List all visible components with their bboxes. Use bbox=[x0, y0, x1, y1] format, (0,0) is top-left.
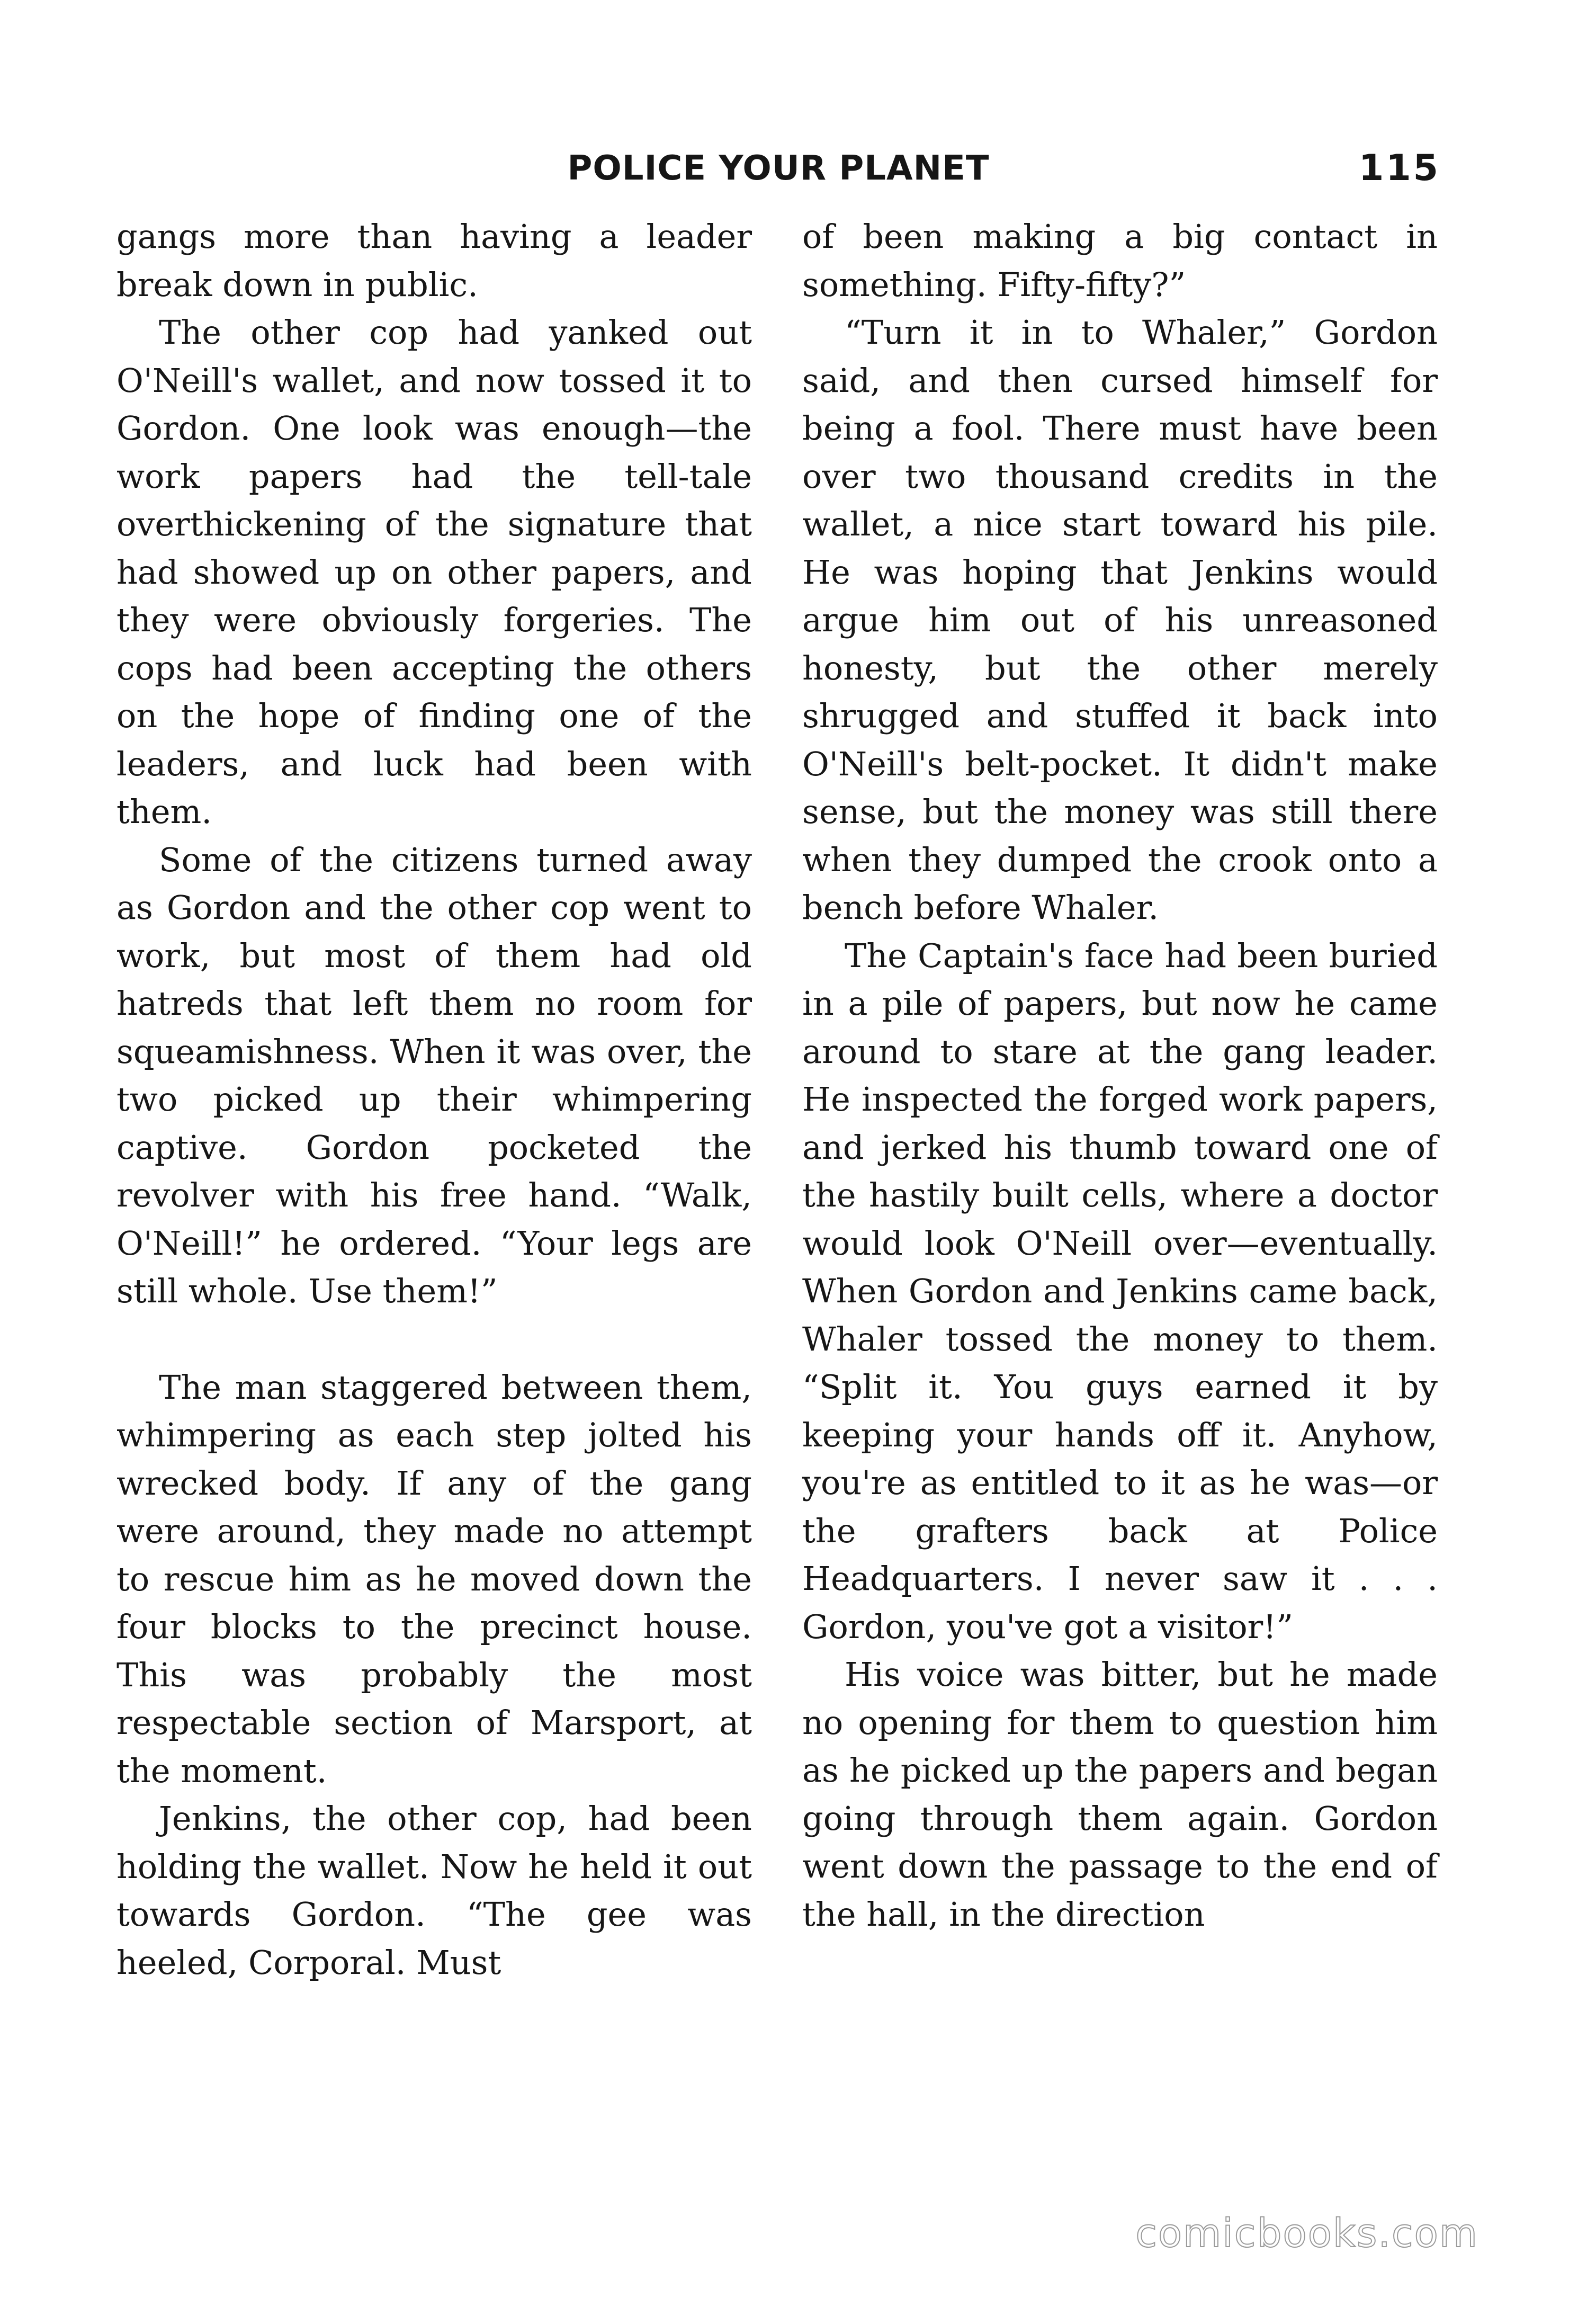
paragraph: The man staggered between them, whimpering as each step jolted his wrecked body. If any of the gang were around, they made no attempt to rescue him as he moved down the four blocks to the precinct house. This was probably the most respectable section of Marsport, at the moment. bbox=[116, 1367, 752, 1790]
paragraph: Some of the citizens turned away as Gordon and the other cop went to work, but most of them had old hatreds that left them no room for squeamishness. When it was over, the two picked up their whimpering captive. Gordon pocketed the revolver with his free hand. “Walk, O'Neill!” he ordered. “Your legs are still whole. Use them!” bbox=[116, 840, 752, 1310]
running-head-title: POLICE YOUR PLANET bbox=[567, 149, 990, 188]
watermark: comicbooks.com bbox=[1135, 2211, 1478, 2256]
paragraph: The Captain's face had been buried in a pile of papers, but now he came around to stare at the gang leader. He inspected the forged work papers, and jerked his thumb toward one of the hastily built cells, where a doctor would look O'Neill over—eventually. When Gordon and Jenkins came back, Whaler tossed the money to them. “Split it. You guys earned it by keeping your hands off it. Anyhow, you're as entitled to it as he was—or the grafters back at Police Headquarters. I never saw it . . . Gordon, you've got a visitor!” bbox=[802, 936, 1438, 1646]
left-column bbox=[116, 213, 752, 1987]
paragraph: “Turn it in to Whaler,” Gordon said, and then cursed himself for being a fool. There must have been over two thousand credits in the wallet, a nice start toward his pile. He was hoping that Jenkins would argue him out of his unreasoned honesty, but the other merely shrugged and stuffed it back into O'Neill's belt-pocket. It didn't make sense, but the money was still there when they dumped the crook onto a bench before Whaler. bbox=[802, 313, 1438, 927]
page-number: 115 bbox=[1359, 147, 1440, 189]
paragraph: gangs more than having a leader break down in public. bbox=[116, 217, 752, 304]
paragraph: of been making a big contact in something. Fifty-fifty?” bbox=[802, 217, 1438, 304]
paragraph: His voice was bitter, but he made no opening for them to question him as he picked up the papers and began going through them again. Gordon went down the passage to the end of the hall, in the direction bbox=[802, 1655, 1438, 1934]
right-column bbox=[802, 213, 1438, 1938]
running-header bbox=[116, 142, 1440, 200]
paragraph: Jenkins, the other cop, had been holding the wallet. Now he held it out towards Gordon. “The gee was heeled, Corporal. Must bbox=[116, 1799, 752, 1982]
paragraph: The other cop had yanked out O'Neill's wallet, and now tossed it to Gordon. One look was enough—the work papers had the tell-tale overthickening of the signature that had showed up on other papers, and they were obviously forgeries. The cops had been accepting the others on the hope of finding one of the leaders, and luck had been with them. bbox=[116, 313, 752, 831]
